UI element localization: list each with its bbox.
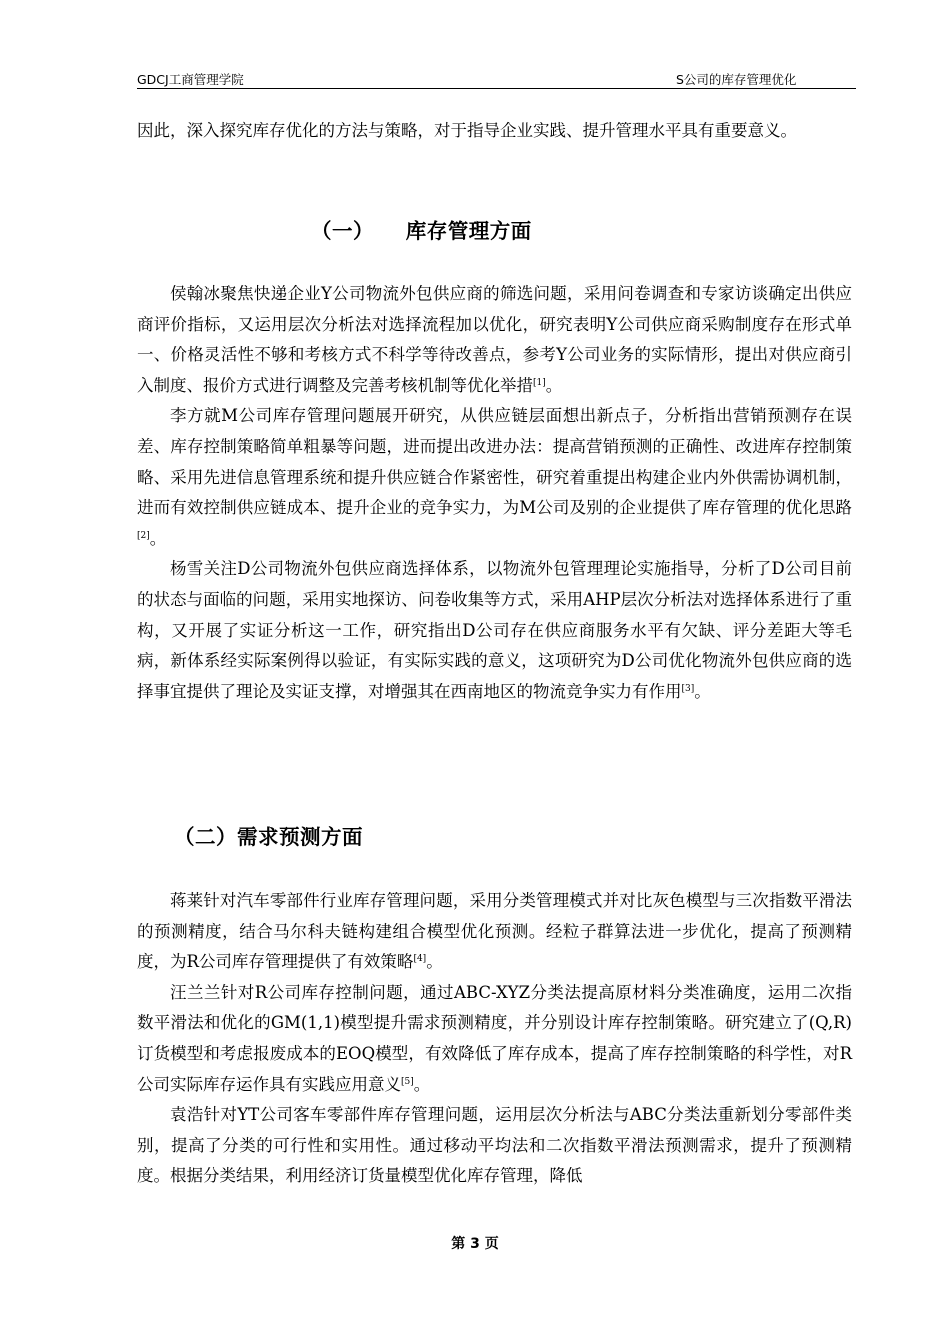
section1-paragraph-3: 杨雪关注D公司物流外包供应商选择体系，以物流外包管理理论实施指导，分析了D公司目前的状态与面临的问题，采用实地探访、问卷收集等方式，采用AHP层次分析法对选择体系进行了重构，又开展了实证分析这一工作，研究指出D公司存在供应商服务水平有欠缺、评分差距大等毛病，新体系经实际案例得以验证，有实际实践的意义，这项研究为D公司优化物流外包供应商的选择事宜提供了理论及实证支撑，对增强其在西南地区的物流竞争实力有作用[3]。 bbox=[137, 559, 852, 701]
section2-paragraph-2: 汪兰兰针对R公司库存控制问题，通过ABC-XYZ分类法提高原材料分类准确度，运用二次指数平滑法和优化的GM(1,1)模型提升需求预测精度，并分别设计库存控制策略。研究建立了(Q,R)订货模型和考虑报废成本的EOQ模型，有效降低了库存成本，提高了库存控制策略的科学性，对R公司实际库存运作具有实践应用意义[5]。 bbox=[137, 982, 852, 1094]
intro-block bbox=[137, 116, 852, 147]
section1-body bbox=[137, 279, 852, 707]
header-title: S公司的库存管理优化 bbox=[676, 72, 797, 87]
citation-3: [3] bbox=[681, 683, 695, 694]
section2-body bbox=[137, 886, 852, 1192]
intro-paragraph: 因此，深入探究库存优化的方法与策略，对于指导企业实践、提升管理水平具有重要意义。 bbox=[137, 121, 797, 140]
section1-paragraph-1: 侯翰冰聚焦快递企业Y公司物流外包供应商的筛选问题，采用问卷调查和专家访谈确定出供应商评价指标，又运用层次分析法对选择流程加以优化，研究表明Y公司供应商采购制度存在形式单一、价格灵活性不够和考核方式不科学等待改善点，参考Y公司业务的实际情形，提出对供应商引入制度、报价方式进行调整及完善考核机制等优化举措[1]。 bbox=[137, 284, 852, 395]
section1-paragraph-2: 李方就M公司库存管理问题展开研究，从供应链层面想出新点子，分析指出营销预测存在误差、库存控制策略简单粗暴等问题，进而提出改进办法：提高营销预测的正确性、改进库存控制策略、采用先进信息管理系统和提升供应链合作紧密性，研究着重提出构建企业内外供需协调机制，进而有效控制供应链成本、提升企业的竞争实力，为M公司及别的企业提供了库存管理的优化思路[2]。 bbox=[137, 406, 852, 548]
section2-heading: （二）需求预测方面 bbox=[174, 825, 363, 849]
page-header bbox=[137, 68, 856, 89]
citation-1: [1] bbox=[533, 377, 546, 388]
citation-4: [4] bbox=[413, 954, 427, 965]
header-school: GDCJ工商管理学院 bbox=[137, 72, 244, 87]
citation-5: [5] bbox=[401, 1076, 414, 1087]
section1-heading: （一） 库存管理方面 bbox=[311, 219, 532, 243]
citation-2: [2] bbox=[137, 530, 150, 541]
section2-paragraph-1: 蒋莱针对汽车零部件行业库存管理问题，采用分类管理模式并对比灰色模型与三次指数平滑法的预测精度，结合马尔科夫链构建组合模型优化预测。经粒子群算法进一步优化，提高了预测精度，为R公司库存管理提供了有效策略[4]。 bbox=[137, 891, 852, 972]
section2-paragraph-3: 袁浩针对YT公司客车零部件库存管理问题，运用层次分析法与ABC分类法重新划分零部件类别，提高了分类的可行性和实用性。通过移动平均法和二次指数平滑法预测需求，提升了预测精度。根据分类结果，利用经济订货量模型优化库存管理，降低 bbox=[137, 1105, 852, 1186]
page-number: 第 3 页 bbox=[451, 1236, 499, 1252]
